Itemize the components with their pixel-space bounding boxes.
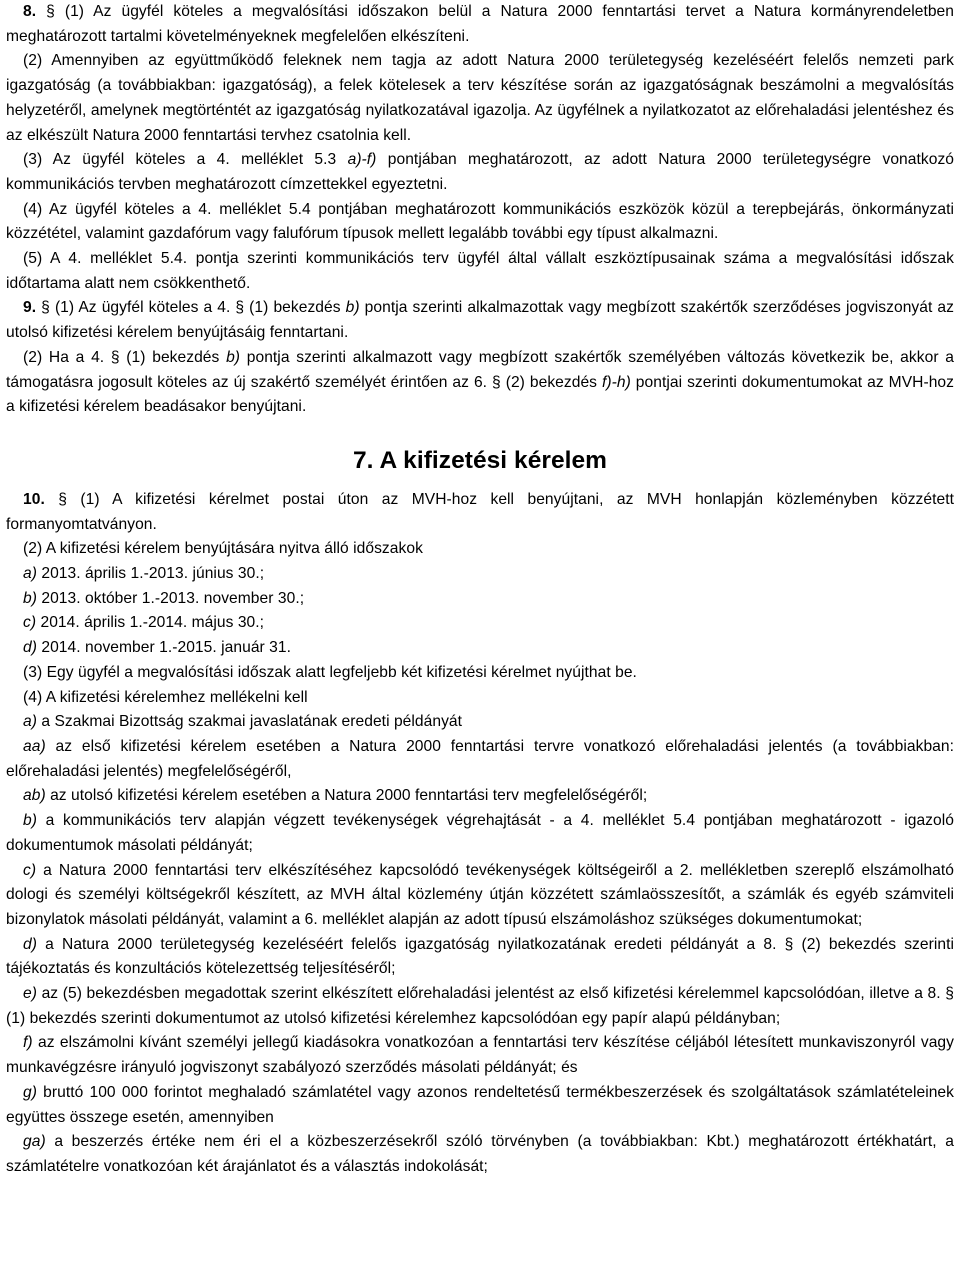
list-item xyxy=(6,661,954,686)
point-reference: ab) xyxy=(23,787,46,805)
text-run: a kommunikációs terv alapján végzett tevékenységek végrehajtását - a 4. melléklet 5.4 pontjában meghatározott - igazoló dokumentumok másolati példányát; xyxy=(6,812,954,854)
paragraph xyxy=(6,1031,954,1080)
section-number: 8. xyxy=(23,3,37,20)
text-run: az első kifizetési kérelem esetében a Natura 2000 fenntartási tervre vonatkozó előrehaladási jelentés (a továbbiakban: előrehaladási jelentés) megfelelőségéről, xyxy=(6,737,954,780)
section-heading xyxy=(6,446,954,476)
paragraph xyxy=(6,809,954,858)
point-reference: c) xyxy=(23,614,37,632)
text-run: (2) Amennyiben az együttműködő feleknek nem tagja az adott Natura 2000 területegység kezeléséért felelős nemzeti park igazgatóság (a továbbiakban: igazgatóság), a felek kötelesek a terv készítése során az igazgatóságnak beszámolni a megvalósítás helyzetéről, amelynek megtörténtét az igazgatóság nyilatkozatával igazolja. Az ügyfélnek a nyilatkozatot az előrehaladási jelentéshez és az elkészült Natura 2000 fenntartási tervhez csatolnia kell. xyxy=(6,52,954,144)
paragraph xyxy=(6,148,954,197)
text-run: § (1) Az ügyfél köteles a megvalósítási időszakon belül a Natura 2000 fenntartási tervet a Natura kormányrendeletben meghatározott tartalmi követelményeknek megfelelően elkészíteni. xyxy=(6,3,954,45)
text-run: a beszerzés értéke nem éri el a közbeszerzésekről szóló törvényben (a továbbiakban: Kbt.) meghatározott értékhatárt, a számlatételre vonatkozóan két árajánlatot és a választás indokolását; xyxy=(6,1133,954,1175)
paragraph xyxy=(6,735,954,784)
paragraph xyxy=(6,933,954,982)
text-run: 2014. november 1.-2015. január 31. xyxy=(36,639,291,657)
point-reference: d) xyxy=(23,935,37,953)
point-reference: aa) xyxy=(23,737,46,755)
text-run: az utolsó kifizetési kérelem esetében a Natura 2000 fenntartási terv megfelelőségéről; xyxy=(45,787,648,805)
section-number: 10. xyxy=(23,490,45,508)
text-run: az (5) bekezdésben megadottak szerint elkészített előrehaladási jelentést az első kifizetési kérelemmel kapcsolódóan, illetve a 8. § (1) bekezdés szerinti dokumentumot az utolsó kifizetési kérelemhez kapcsolódóan egy papír alapú példányban; xyxy=(6,985,954,1027)
text-run: § (1) Az ügyfél köteles a 4. § (1) bekezdés xyxy=(36,299,346,317)
list-item xyxy=(6,562,954,587)
paragraph xyxy=(6,49,954,148)
text-run: 2013. április 1.-2013. június 30.; xyxy=(36,565,265,583)
list-item xyxy=(6,611,954,636)
point-reference: b) xyxy=(23,812,37,830)
point-reference: b) xyxy=(345,299,360,317)
text-run: (3) Egy ügyfél a megvalósítási időszak alatt legfeljebb két kifizetési kérelmet nyújthat be. xyxy=(23,663,637,681)
point-reference: f)-h) xyxy=(602,373,631,391)
text-run: 7. A kifizetési kérelem xyxy=(353,446,607,474)
paragraph xyxy=(6,346,954,420)
text-run: pontja szerinti alkalmazott vagy megbízott szakértők személyében változás következik be, akkor a támogatásra jogosult köteles az új szakértő személyét érintően az 6. § (2) bekezdés xyxy=(6,348,954,391)
point-reference: g) xyxy=(23,1083,37,1101)
point-reference: c) xyxy=(23,861,37,879)
text-run: 2014. április 1.-2014. május 30.; xyxy=(36,614,265,632)
paragraph xyxy=(6,247,954,296)
point-reference: a) xyxy=(23,713,37,731)
text-run: (2) Ha a 4. § (1) bekezdés xyxy=(23,348,227,366)
point-reference: f) xyxy=(23,1034,33,1052)
paragraph xyxy=(6,488,954,537)
paragraph xyxy=(6,859,954,933)
point-reference: b) xyxy=(226,348,241,366)
text-run: (4) A kifizetési kérelemhez mellékelni kell xyxy=(23,688,308,706)
point-reference: d) xyxy=(23,639,37,657)
text-run: pontjai szerinti dokumentumokat az MVH-hoz a kifizetési kérelem beadásakor benyújtani. xyxy=(6,373,954,416)
text-run: (3) Az ügyfél köteles a 4. melléklet 5.3 xyxy=(23,151,348,169)
paragraph xyxy=(6,296,954,345)
point-reference: e) xyxy=(23,985,37,1003)
section-number: 9. xyxy=(23,299,37,317)
text-run: a Szakmai Bizottság szakmai javaslatának eredeti példányát xyxy=(36,713,463,731)
list-item xyxy=(6,636,954,661)
paragraph xyxy=(6,1130,954,1179)
list-item xyxy=(6,537,954,562)
text-run: pontjában meghatározott, az adott Natura 2000 területegységre vonatkozó kommunikációs tervben meghatározott címzettekkel egyeztetni. xyxy=(6,151,955,193)
text-run: pontja szerinti alkalmazottak vagy megbízott szakértők szerződéses jogviszonyát az utolsó kifizetési kérelem benyújtásáig fenntartani. xyxy=(6,299,954,342)
point-reference: a) xyxy=(23,565,37,583)
text-run: (5) A 4. melléklet 5.4. pontja szerinti kommunikációs terv ügyfél által vállalt eszköztípusainak száma a megvalósítási időszak időtartama alatt nem csökkenthető. xyxy=(6,250,954,292)
paragraph xyxy=(6,982,954,1031)
list-item xyxy=(6,686,954,711)
text-run: a Natura 2000 területegység kezeléséért felelős igazgatóság nyilatkozatának eredeti példányát a 8. § (2) bekezdés szerinti tájékoztatás és konzultációs kötelezettség teljesítéséről; xyxy=(6,935,954,978)
paragraph xyxy=(6,198,954,247)
text-run: 2013. október 1.-2013. november 30.; xyxy=(36,589,305,607)
point-reference: ga) xyxy=(23,1133,46,1151)
list-item xyxy=(6,710,954,735)
text-run: § (1) A kifizetési kérelmet postai úton az MVH-hoz kell benyújtani, az MVH honlapján közleményben közzétett formanyomtatványon. xyxy=(6,490,954,533)
paragraph xyxy=(6,784,954,809)
text-run: (4) Az ügyfél köteles a 4. melléklet 5.4 pontjában meghatározott kommunikációs eszközök közül a terepbejárás, önkormányzati közzététel, valamint gazdafórum vagy falufórum típusok mellett legalább további egy típust alkalmazni. xyxy=(6,200,954,243)
text-run: bruttó 100 000 forintot meghaladó számlatétel vagy azonos rendeltetésű termékbeszerzések és szolgáltatások számlatételeinek együttes összege esetén, amennyiben xyxy=(6,1083,954,1126)
paragraph xyxy=(6,1081,954,1130)
point-reference: b) xyxy=(23,589,37,607)
list-item xyxy=(6,587,954,612)
paragraph xyxy=(6,0,954,49)
text-run: a Natura 2000 fenntartási terv elkészítéséhez kapcsolódó tevékenységek költségeiről a 2. mellékletben szereplő elszámolható dologi és személyi költségekről készített, az MVH által közlemény útján közzétett számlaösszesítőt, a számlák és egyéb számviteli bizonylatok másolati példányát, valamint a 6. melléklet alapján az adott típusú elszámoláshoz szükséges dokumentumokat; xyxy=(6,861,954,928)
text-run: (2) A kifizetési kérelem benyújtására nyitva álló időszakok xyxy=(23,540,423,558)
point-reference: a)-f) xyxy=(347,151,377,169)
text-run: az elszámolni kívánt személyi jellegű kiadásokra vonatkozóan a fenntartási terv készítése céljából létesített munkaviszonyról vagy munkavégzésre irányuló jogviszonyt szabályozó szerződés másolati példányát; és xyxy=(6,1034,954,1077)
